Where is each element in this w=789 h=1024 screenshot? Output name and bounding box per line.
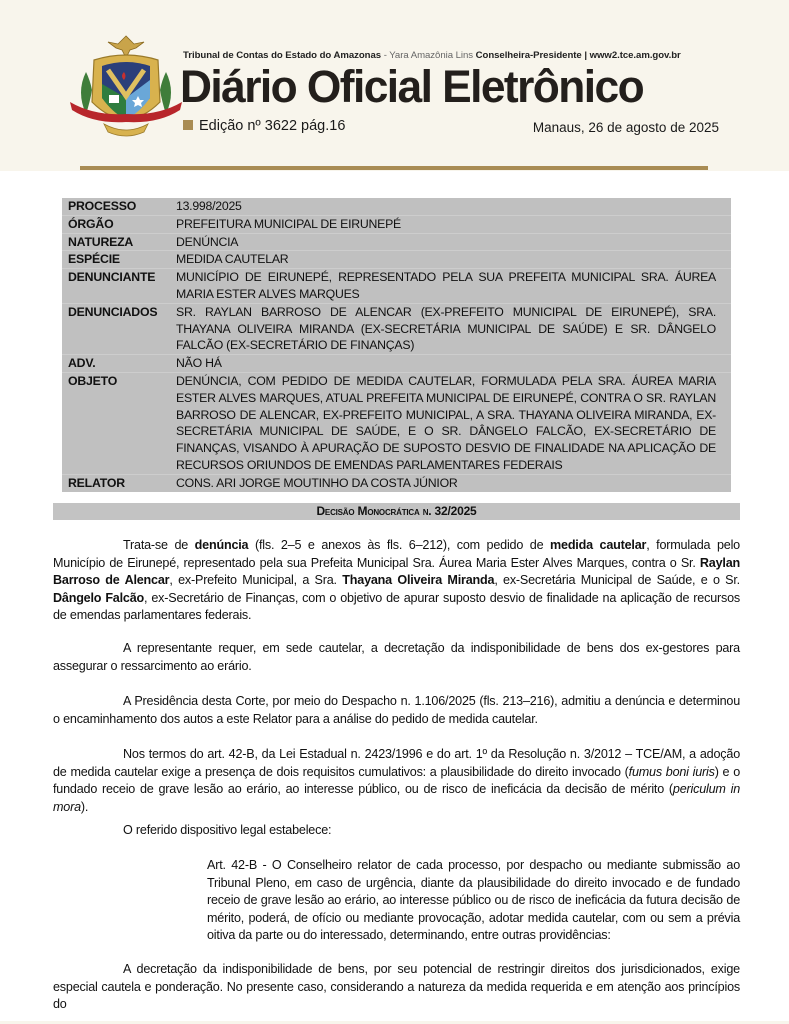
info-value: MUNICÍPIO DE EIRUNEPÉ, REPRESENTADO PELA SUA PREFEITA MUNICIPAL SRA. ÁUREA MARIA ESTER ALVES MARQUES: [176, 270, 716, 301]
masthead-header: [0, 0, 789, 171]
website-link[interactable]: www2.tce.am.gov.br: [589, 50, 681, 61]
paragraph-5: [53, 822, 740, 840]
info-row: [62, 372, 731, 474]
info-value: SR. RAYLAN BARROSO DE ALENCAR (EX-PREFEITO MUNICIPAL DE EIRUNEPÉ), SRA. THAYANA OLIVEIRA MIRANDA (EX-SECRETÁRIA MUNICIPAL DE SAÚDE) E SR. DÂNGELO FALCÃO (EX-SECRETÁRIO DE FINANÇAS): [176, 304, 716, 353]
info-row: [62, 303, 731, 354]
header-divider: [80, 166, 708, 170]
info-key: RELATOR: [68, 475, 125, 490]
info-row: [62, 354, 731, 372]
publication-date: Manaus, 26 de agosto de 2025: [532, 120, 719, 135]
legal-quote: Art. 42-B - O Conselheiro relator de cada processo, por despacho ou mediante submissão ao Tribunal Pleno, em caso de urgência, diante da plausibilidade do direito invocado e de fundado receio de grave lesão ao erário, ao interesse público ou de risco de ineficácia da futura decisão de mérito, poderá, de ofício ou mediante provocação, adotar medida cautelar, com ou sem a prévia oitiva da parte ou do interessado, determinando, entre outras providências:: [207, 858, 740, 943]
text-run: ).: [80, 799, 89, 814]
institution-name: Tribunal de Contas do Estado do Amazonas: [183, 50, 382, 61]
info-value: DENÚNCIA: [176, 234, 239, 249]
edition-info: [183, 118, 345, 134]
paragraph-text: A Presidência desta Corte, por meio do Despacho n. 1.106/2025 (fls. 213–216), admitiu a denúncia e determinou o encaminhamento dos autos a este Relator para a análise do pedido de medida cautelar.: [53, 694, 740, 726]
info-value: PREFEITURA MUNICIPAL DE EIRUNEPÉ: [176, 216, 401, 231]
text-run: , ex-Secretário de Finanças, com o objetivo de apurar suposto desvio de finalidade na aplicação de recursos de emendas parlamentares federais.: [53, 590, 740, 623]
paragraph-4: [53, 746, 740, 816]
info-key: PROCESSO: [68, 199, 137, 213]
info-row: [62, 215, 731, 233]
text-run: ) e o fundado receio de grave lesão ao erário, ao interesse público, ou de risco de ineficácia da decisão de mérito (: [53, 764, 740, 797]
coat-of-arms-logo: [64, 32, 188, 142]
info-key: ESPÉCIE: [68, 252, 120, 267]
info-key: DENUNCIANTE: [68, 270, 156, 285]
info-key: ADV.: [68, 356, 96, 371]
text-run: (fls. 2–5 e anexos às fls. 6–212), com pedido de: [248, 538, 551, 552]
president-name: Yara Amazônia Lins: [389, 50, 473, 61]
info-key: OBJETO: [68, 373, 118, 388]
info-row: [62, 250, 731, 268]
decision-title-prefix: Decisão Monocrática n.: [316, 504, 432, 518]
text-run: Nos termos do art. 42-B, da Lei Estadual n. 2423/1996 e do art. 1º da Resolução n. 3/2012 – TCE/AM, a adoção de medida cautelar exige a presença de dois requisitos cumulativos: a plausibilidade do direito invocado (: [53, 747, 740, 779]
paragraph-6: [53, 961, 740, 1014]
info-value: DENÚNCIA, COM PEDIDO DE MEDIDA CAUTELAR, FORMULADA PELA SRA. ÁUREA MARIA ESTER ALVES MARQUES, ATUAL PREFEITA MUNICIPAL DE EIRUNEPÉ, CONTRA O SR. RAYLAN BARROSO DE ALENCAR, EX-PREFEITO MUNICIPAL, A SRA. THAYANA OLIVEIRA MIRANDA, EX-SECRETÁRIA MUNICIPAL DE SAÚDE, E O SR. DÂNGELO FALCÃO, EX-SECRETÁRIO DE FINANÇAS, VISANDO À APURAÇÃO DE SUPOSTO DESVIO DE FINALIDADE NA APLICAÇÃO DE RECURSOS ORIUNDOS DE EMENDAS PARLAMENTARES FEDERAIS: [176, 373, 716, 472]
italic-run: fumus boni iuris: [628, 764, 715, 779]
text-run: , formulada pelo Município de Eirunepé, representado pela sua Prefeita Municipal Sra. Áurea Maria Ester Alves Marques, contra o Sr.: [53, 538, 740, 570]
edition-label: Edição nº 3622 pág.16: [199, 118, 346, 134]
paragraph-text: A representante requer, em sede cautelar, a decretação da indisponibilidade de bens dos ex-gestores para assegurar o ressarcimento ao erário.: [53, 641, 740, 673]
decision-title: [53, 503, 740, 520]
info-key: NATUREZA: [68, 234, 134, 249]
bold-run: medida cautelar: [550, 538, 647, 552]
publication-title: Diário Oficial Eletrônico: [180, 61, 644, 112]
bold-run: Dângelo Falcão: [53, 590, 145, 605]
info-key: ÓRGÃO: [68, 216, 114, 231]
bold-run: Raylan Barroso de Alencar: [53, 555, 740, 588]
info-value: CONS. ARI JORGE MOUTINHO DA COSTA JÚNIOR: [176, 475, 458, 490]
square-bullet-icon: [183, 120, 193, 130]
bold-run: denúncia: [194, 538, 249, 552]
info-row: [62, 474, 731, 492]
process-info-table: [62, 198, 731, 492]
paragraph-text: O referido dispositivo legal estabelece:: [123, 823, 332, 837]
pipe-separator: |: [581, 50, 590, 61]
text-run: , ex-Secretária Municipal de Saúde, e o Sr.: [494, 573, 740, 588]
info-key: DENUNCIADOS: [68, 304, 158, 319]
text-run: Trata-se de: [123, 538, 195, 552]
paragraph-text: A decretação da indisponibilidade de bens, por seu potencial de restringir direitos dos jurisdicionados, exige especial cautela e ponderação. No presente caso, considerando a natureza da medida requerida e em atenção aos princípios do: [53, 962, 740, 1012]
paragraph-1: [53, 537, 740, 625]
info-row: [62, 233, 731, 251]
decision-number: 32/2025: [431, 504, 477, 518]
institution-line: [183, 50, 681, 61]
president-title: Conselheira-Presidente: [475, 50, 582, 61]
info-value: NÃO HÁ: [176, 356, 222, 371]
info-value: MEDIDA CAUTELAR: [176, 252, 289, 267]
paragraph-2: [53, 640, 740, 675]
paragraph-3: [53, 693, 740, 728]
info-row: [62, 198, 731, 215]
italic-run: periculum in mora: [53, 782, 740, 814]
text-run: , ex-Prefeito Municipal, a Sra.: [169, 573, 343, 588]
bold-run: Thayana Oliveira Miranda: [342, 573, 495, 588]
info-row: [62, 268, 731, 303]
info-value: 13.998/2025: [176, 199, 242, 213]
separator: -: [381, 50, 390, 61]
